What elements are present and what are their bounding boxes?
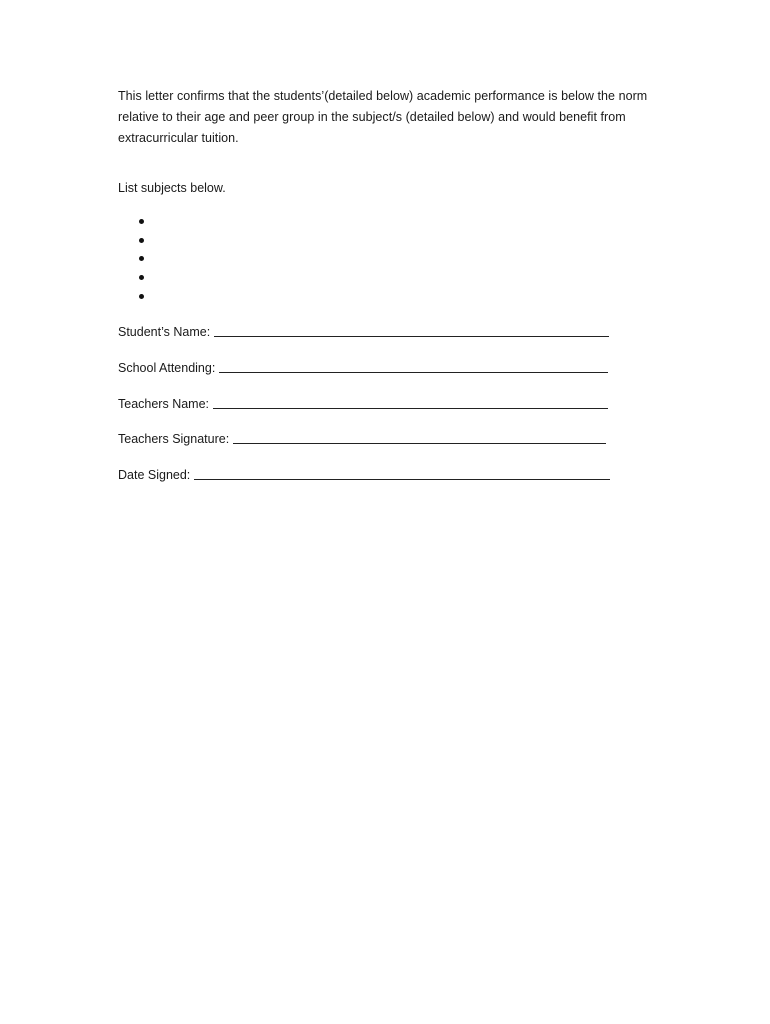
date-signed-row — [118, 465, 648, 501]
bullet-icon — [139, 294, 144, 299]
letter-body — [118, 86, 648, 500]
teachers-signature-field[interactable] — [233, 433, 606, 444]
bullet-icon — [139, 275, 144, 280]
subject-bullet-item[interactable] — [118, 250, 648, 269]
student-name-row — [118, 322, 648, 358]
subject-bullet-item[interactable] — [118, 232, 648, 251]
bullet-icon — [139, 219, 144, 224]
signature-form — [118, 322, 648, 500]
bullet-icon — [139, 256, 144, 261]
student-name-label: Student’s Name: — [118, 325, 211, 340]
teachers-signature-row — [118, 429, 648, 465]
school-attending-row — [118, 358, 648, 394]
subject-bullet-item[interactable] — [118, 288, 648, 307]
teachers-name-row — [118, 394, 648, 430]
school-attending-label: School Attending: — [118, 361, 216, 376]
teachers-name-label: Teachers Name: — [118, 396, 210, 411]
student-name-field[interactable] — [214, 326, 609, 337]
subject-bullet-item[interactable] — [118, 269, 648, 288]
date-signed-label: Date Signed: — [118, 467, 191, 482]
intro-paragraph: This letter confirms that the students’(detailed below) academic performance is below the norm relative to their age and peer group in the subject/s (detailed below) and would benefit from extracurricular tuition. — [118, 89, 648, 145]
subject-bullet-item[interactable] — [118, 213, 648, 232]
school-attending-field[interactable] — [219, 362, 608, 373]
teachers-name-field[interactable] — [213, 398, 608, 409]
teachers-signature-label: Teachers Signature: — [118, 432, 230, 447]
bullet-icon — [139, 238, 144, 243]
subjects-heading: List subjects below. — [118, 181, 226, 195]
subjects-bullet-list — [118, 213, 648, 306]
date-signed-field[interactable] — [194, 469, 610, 480]
